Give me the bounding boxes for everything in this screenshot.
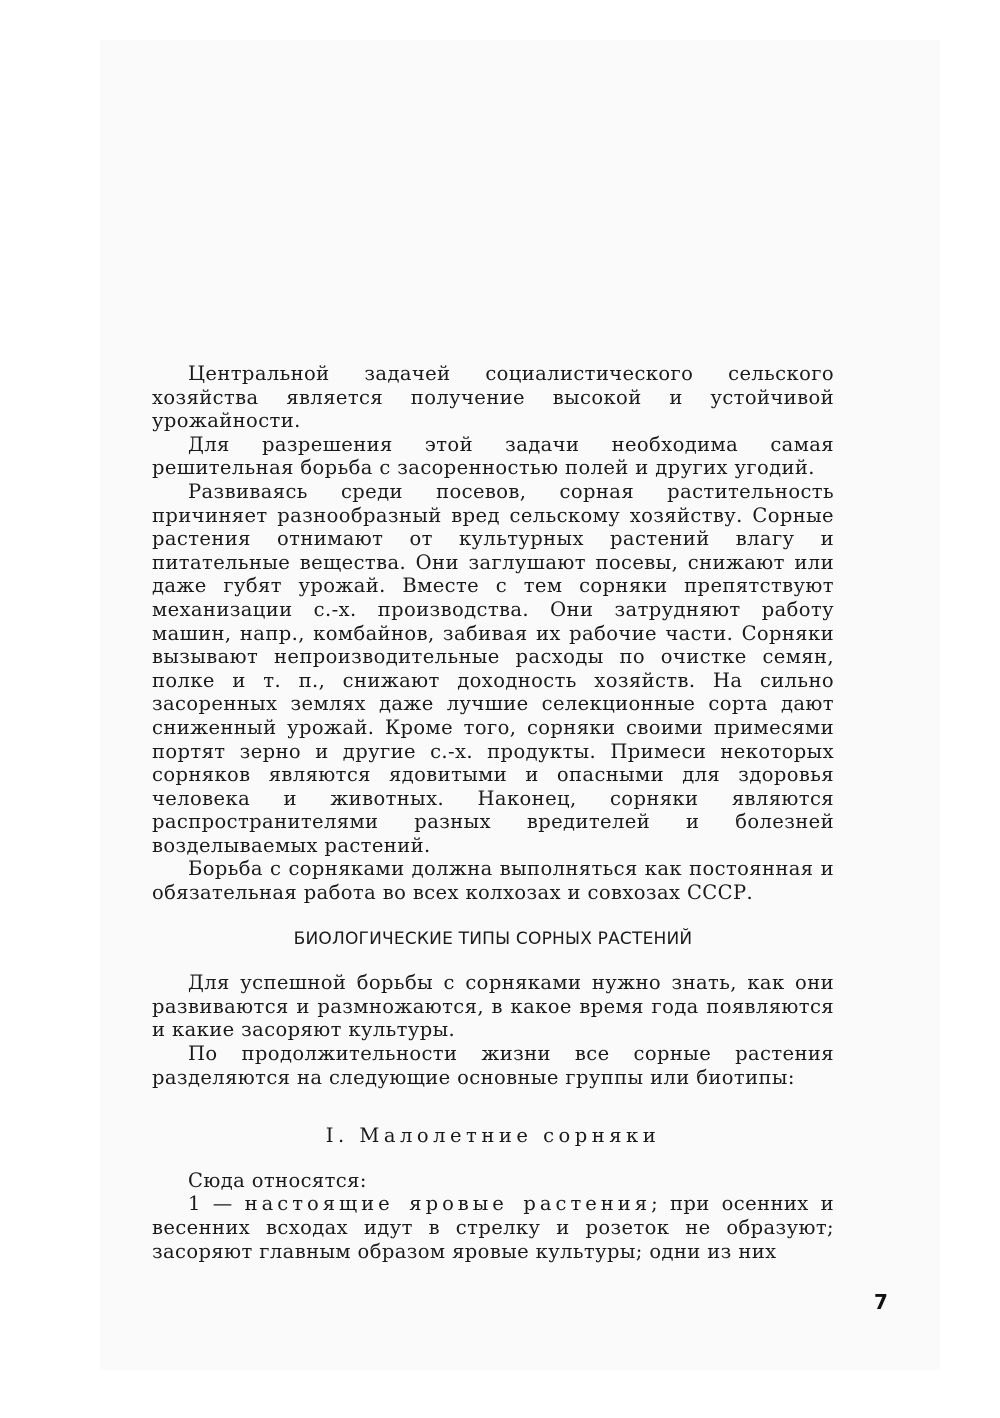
paragraph: По продолжительности жизни все сорные растения разделяются на следующие основные группы или биотипы:	[152, 1042, 834, 1089]
item-number: 1 —	[188, 1192, 233, 1216]
paragraph: Для успешной борьбы с сорняками нужно знать, как они развиваются и размножаются, в какое время года появляются и какие засоряют культуры.	[152, 971, 834, 1042]
paragraph: Центральной задачей социалистического сельского хозяйства является получение высокой и устойчивой урожайности.	[152, 362, 834, 433]
list-item	[152, 1192, 834, 1263]
item-text: ; при осенних и весенних всходах идут в стрелку и розеток не образуют; засоряют главным образом яровые культуры; одни из них	[152, 1192, 835, 1263]
paragraph: Борьба с сорняками должна выполняться как постоянная и обязательная работа во всех колхозах и совхозах СССР.	[152, 857, 834, 905]
section-heading: БИОЛОГИЧЕСКИЕ ТИПЫ СОРНЫХ РАСТЕНИЙ	[293, 928, 693, 949]
item-term: настоящие яровые растения	[244, 1192, 652, 1216]
paragraph: Для разрешения этой задачи необходима самая решительная борьба с засоренностью полей и других угодий.	[152, 432, 834, 480]
page-number: 7	[874, 1290, 888, 1314]
paragraph: Развиваясь среди посевов, сорная растительность причиняет разнообразный вред сельскому хозяйству. Сорные растения отнимают от культурных растений влагу и питательные вещества. Они заглушают посевы, снижают или даже губят урожай. Вместе с тем сорняки препятствуют механизации с.-х. производства. Они затрудняют работу машин, напр., комбайнов, забивая их рабочие части. Сорняки вызывают непроизводительные расходы по очистке семян, полке и т. п., снижают доходность хозяйств. На сильно засоренных землях даже лучшие селекционные сорта дают сниженный урожай. Кроме того, сорняки своими примесями портят зерно и другие с.-х. продукты. Примеси некоторых сорняков являются ядовитыми и опасными для здоровья человека и животных. Наконец, сорняки являются распространителями разных вредителей и болезней возделываемых растений.	[152, 479, 834, 857]
subsection-heading: I. Малолетние сорняки	[325, 1124, 661, 1148]
subsection-intro: Сюда относятся:	[188, 1168, 367, 1192]
document-body	[152, 362, 834, 1263]
